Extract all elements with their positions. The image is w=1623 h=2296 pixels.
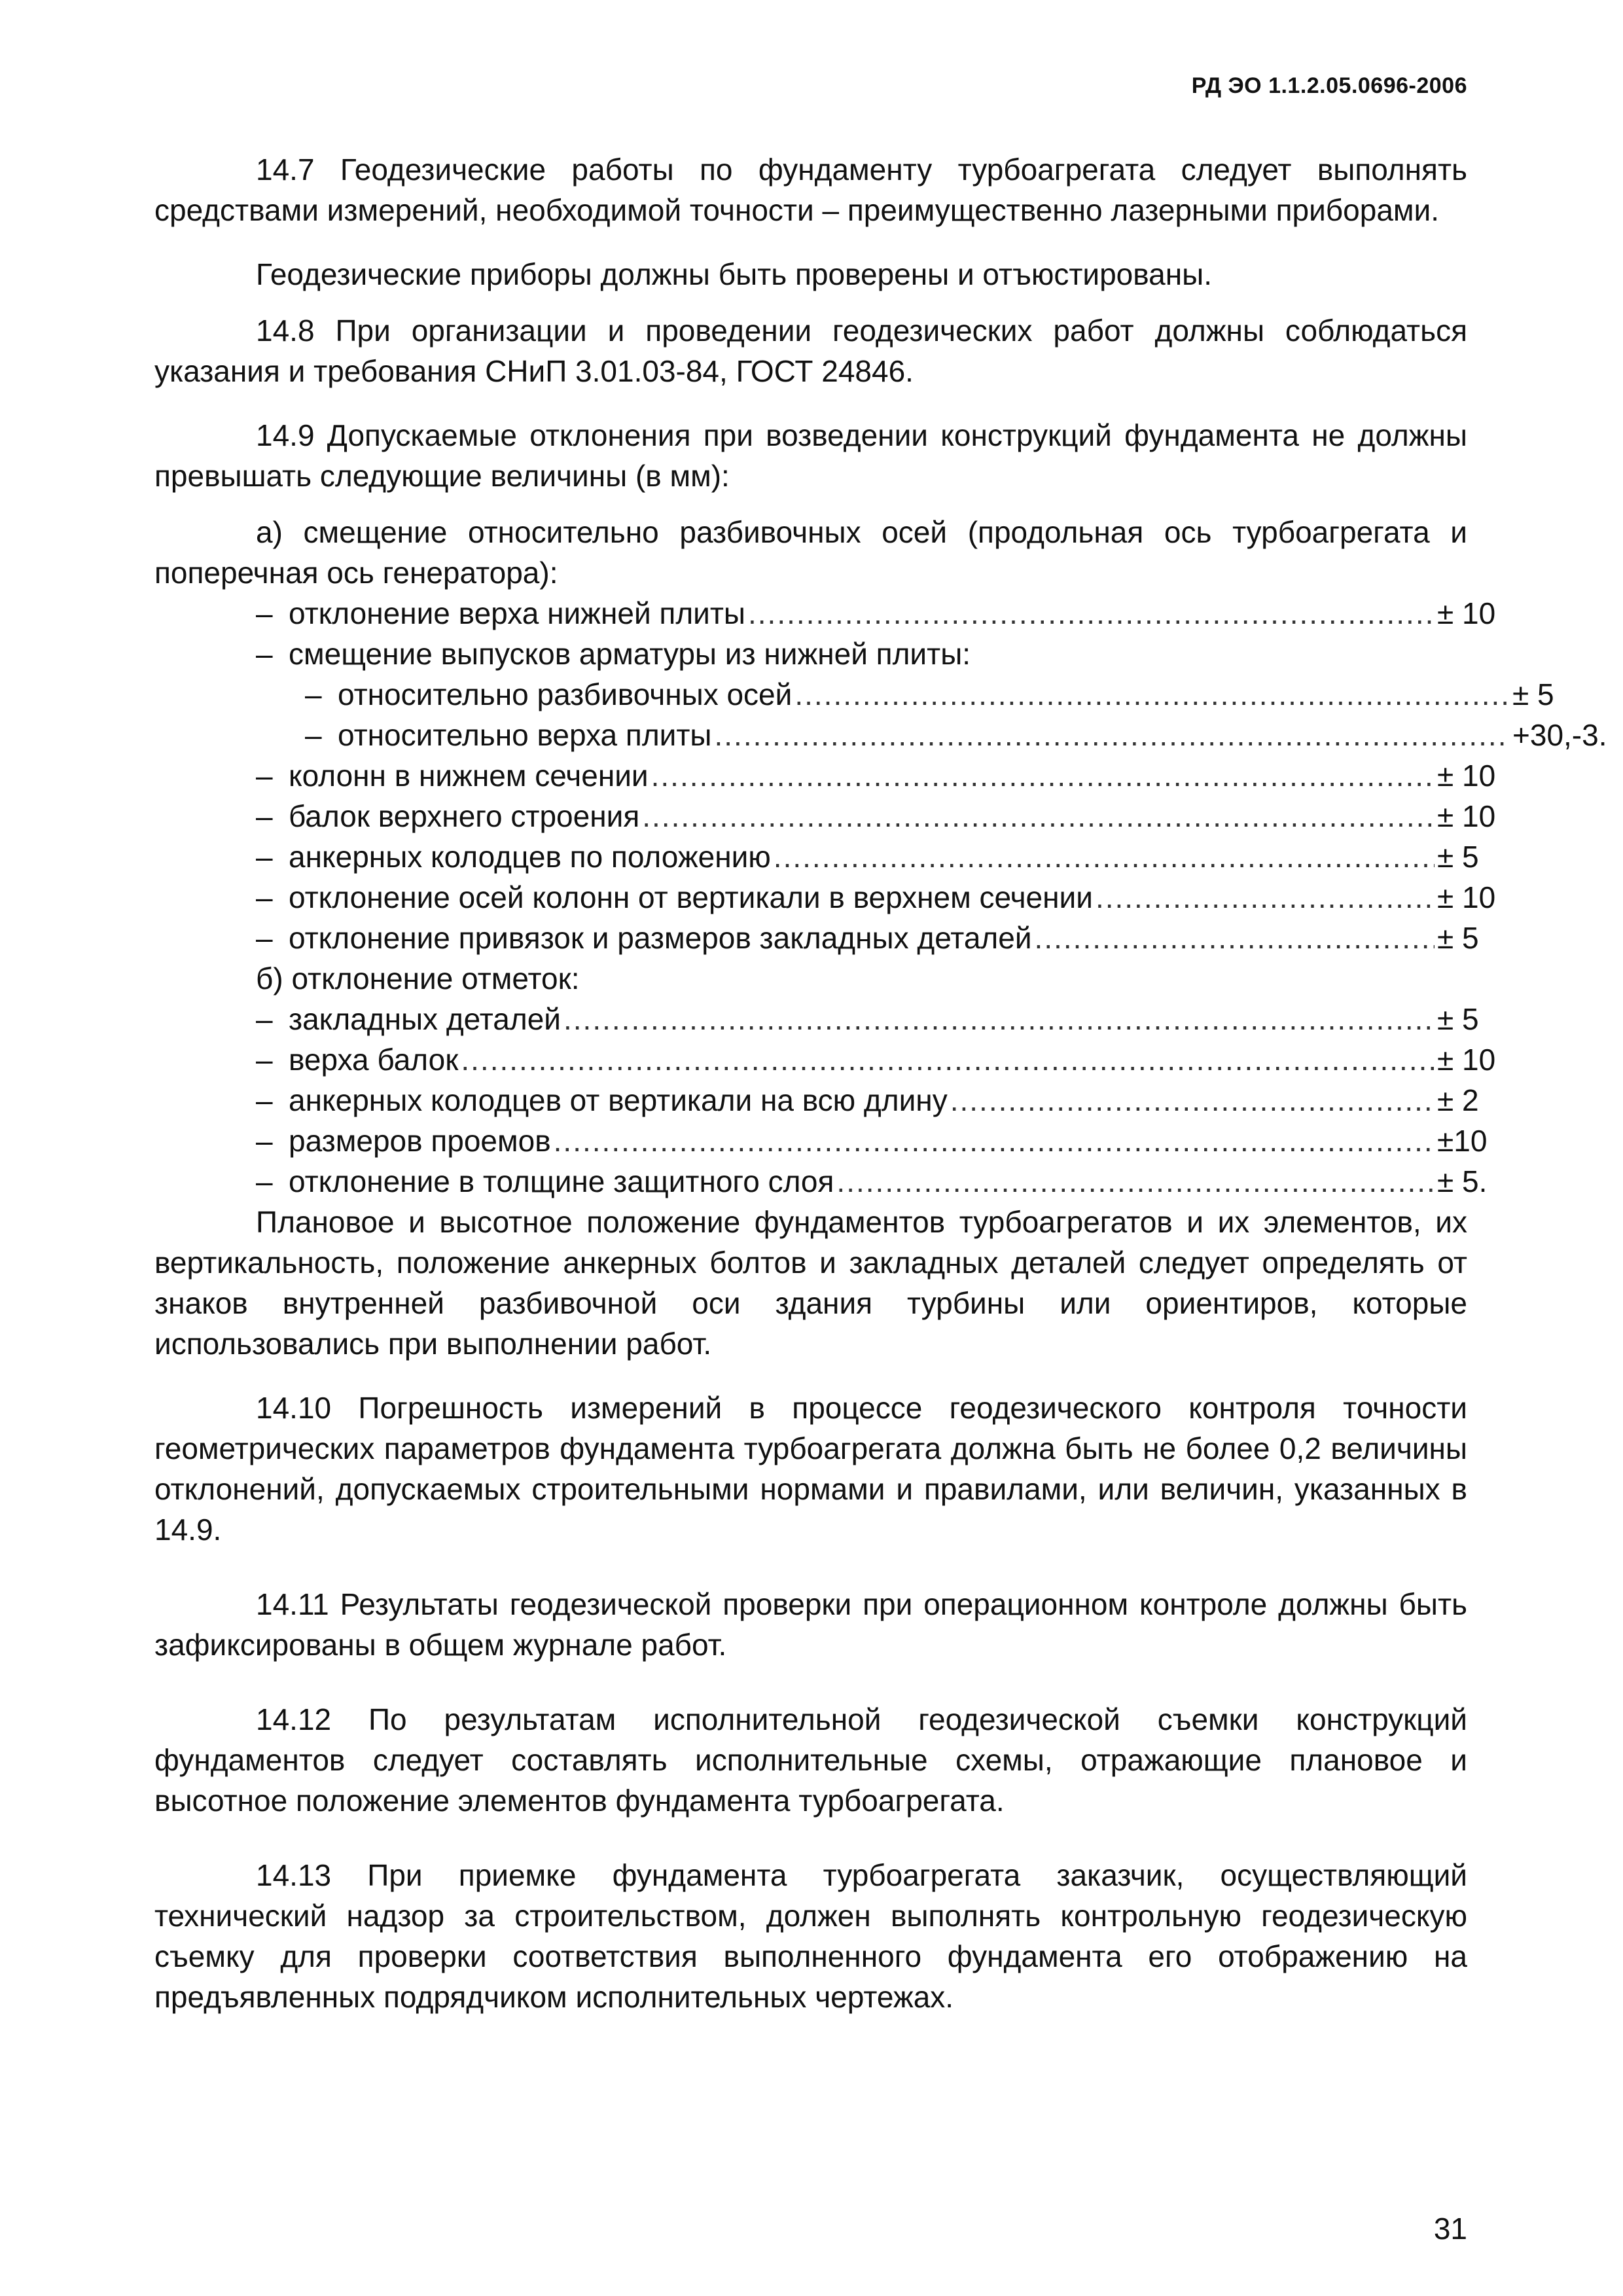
- list-item: [154, 877, 1499, 918]
- list-dash: –: [256, 759, 273, 793]
- list-item-value: ± 5: [1437, 921, 1479, 955]
- list-item-label: смещение выпусков арматуры из нижней плиты:: [289, 637, 971, 671]
- dot-leader: [461, 1039, 1435, 1080]
- list-item: [154, 593, 1499, 634]
- list-dash: –: [256, 840, 273, 874]
- list-item-value: ± 10: [1437, 799, 1496, 833]
- list-item: [154, 755, 1499, 796]
- list-item-value: ± 5: [1512, 677, 1554, 711]
- list-dash: –: [256, 596, 273, 630]
- paragraph-14-7-instruments: Геодезические приборы должны быть проверены и отъюстированы.: [256, 257, 1212, 291]
- dot-leader: [748, 593, 1435, 634]
- paragraph-14-8: 14.8 При организации и проведении геодезических работ должны соблюдаться указания и требования СНиП 3.01.03-84, ГОСТ 24846.: [154, 314, 1467, 388]
- page-number: 31: [1433, 2212, 1467, 2246]
- list-item-label: относительно верха плиты: [338, 718, 712, 752]
- tolerance-list-a: [154, 593, 1607, 958]
- list-item-value: ± 10: [1437, 1043, 1496, 1077]
- list-dash: –: [256, 1083, 273, 1117]
- dot-leader: [651, 755, 1435, 796]
- dot-leader: [794, 674, 1510, 715]
- paragraph-14-9-a: а) смещение относительно разбивочных осей (продольная ось турбоагрегата и поперечная ось генератора):: [154, 515, 1467, 590]
- list-item-label: балок верхнего строения: [289, 799, 640, 833]
- list-dash: –: [256, 1002, 273, 1036]
- dot-leader: [563, 999, 1435, 1039]
- dot-leader: [554, 1121, 1435, 1161]
- list-item: [154, 1080, 1499, 1121]
- list-item-label: отклонение верха нижней плиты: [289, 596, 745, 630]
- tolerance-list-b: [154, 999, 1496, 1202]
- dot-leader: [715, 715, 1510, 755]
- list-item-value: ±10: [1437, 1124, 1488, 1158]
- paragraph-14-7: 14.7 Геодезические работы по фундаменту турбоагрегата следует выполнять средствами измерений, необходимой точности – преимущественно лазерными приборами.: [154, 152, 1467, 227]
- list-item-label: верха балок: [289, 1043, 459, 1077]
- list-dash: –: [256, 921, 273, 955]
- list-item: [154, 715, 1607, 755]
- list-item: [154, 1039, 1499, 1080]
- dot-leader: [774, 836, 1435, 877]
- list-dash: –: [256, 637, 273, 671]
- list-item: [154, 796, 1499, 836]
- list-dash: –: [305, 718, 322, 752]
- list-item: [154, 999, 1499, 1039]
- list-item-value: +30,-3.: [1512, 718, 1607, 752]
- list-item: [154, 634, 1499, 674]
- list-item-label: относительно разбивочных осей: [338, 677, 793, 711]
- list-item-label: размеров проемов: [289, 1124, 551, 1158]
- document-body: [154, 149, 1607, 2017]
- list-item-value: ± 10: [1437, 759, 1496, 793]
- dot-leader: [1035, 918, 1435, 958]
- list-item-value: ± 5: [1437, 1002, 1479, 1036]
- list-item-value: ± 5.: [1437, 1164, 1488, 1198]
- paragraph-14-9: 14.9 Допускаемые отклонения при возведении конструкций фундамента не должны превышать следующие величины (в мм):: [154, 418, 1467, 493]
- list-dash: –: [256, 1043, 273, 1077]
- list-item: [154, 836, 1499, 877]
- list-dash: –: [256, 799, 273, 833]
- document-code: РД ЭО 1.1.2.05.0696-2006: [1191, 73, 1467, 98]
- list-item-value: ± 10: [1437, 596, 1496, 630]
- list-item-label: отклонение осей колонн от вертикали в верхнем сечении: [289, 880, 1093, 914]
- list-dash: –: [256, 1164, 273, 1198]
- list-item-label: отклонение привязок и размеров закладных деталей: [289, 921, 1032, 955]
- dot-leader: [836, 1161, 1435, 1202]
- list-dash: –: [305, 677, 322, 711]
- paragraph-14-13: 14.13 При приемке фундамента турбоагрегата заказчик, осуществляющий технический надзор за строительством, должен выполнять контрольную геодезическую съемку для проверки соответствия выполненного фундамента его отображению на предъявленных подрядчиком исполнительных чертежах.: [154, 1858, 1467, 2014]
- list-item-value: ± 5: [1437, 840, 1479, 874]
- list-item: [154, 918, 1499, 958]
- list-item: [154, 674, 1591, 715]
- paragraph-14-11: 14.11 Результаты геодезической проверки при операционном контроле должны быть зафиксированы в общем журнале работ.: [154, 1587, 1467, 1662]
- list-item-label: анкерных колодцев по положению: [289, 840, 771, 874]
- dot-leader: [642, 796, 1435, 836]
- list-dash: –: [256, 880, 273, 914]
- list-b-heading: б) отклонение отметок:: [256, 961, 580, 996]
- list-item-value: ± 2: [1437, 1083, 1479, 1117]
- list-item-label: закладных деталей: [289, 1002, 561, 1036]
- list-item: [154, 1121, 1499, 1161]
- list-item-value: ± 10: [1437, 880, 1496, 914]
- dot-leader: [950, 1080, 1435, 1121]
- list-item-label: колонн в нижнем сечении: [289, 759, 649, 793]
- list-item-label: отклонение в толщине защитного слоя: [289, 1164, 834, 1198]
- paragraph-14-12: 14.12 По результатам исполнительной геодезической съемки конструкций фундаментов следует составлять исполнительные схемы, отражающие плановое и высотное положение элементов фундамента турбоагрегата.: [154, 1702, 1467, 1818]
- paragraph-14-9-plan-position: Плановое и высотное положение фундаментов турбоагрегатов и их элементов, их вертикальность, положение анкерных болтов и закладных деталей следует определять от знаков внутренней разбивочной оси здания турбины или ориентиров, которые использовались при выполнении работ.: [154, 1205, 1467, 1361]
- list-item-label: анкерных колодцев от вертикали на всю длину: [289, 1083, 948, 1117]
- list-item: [154, 1161, 1499, 1202]
- dot-leader: [1096, 877, 1435, 918]
- list-dash: –: [256, 1124, 273, 1158]
- paragraph-14-10: 14.10 Погрешность измерений в процессе геодезического контроля точности геометрических параметров фундамента турбоагрегата должна быть не более 0,2 величины отклонений, допускаемых строительными нормами и правилами, или величин, указанных в 14.9.: [154, 1391, 1467, 1547]
